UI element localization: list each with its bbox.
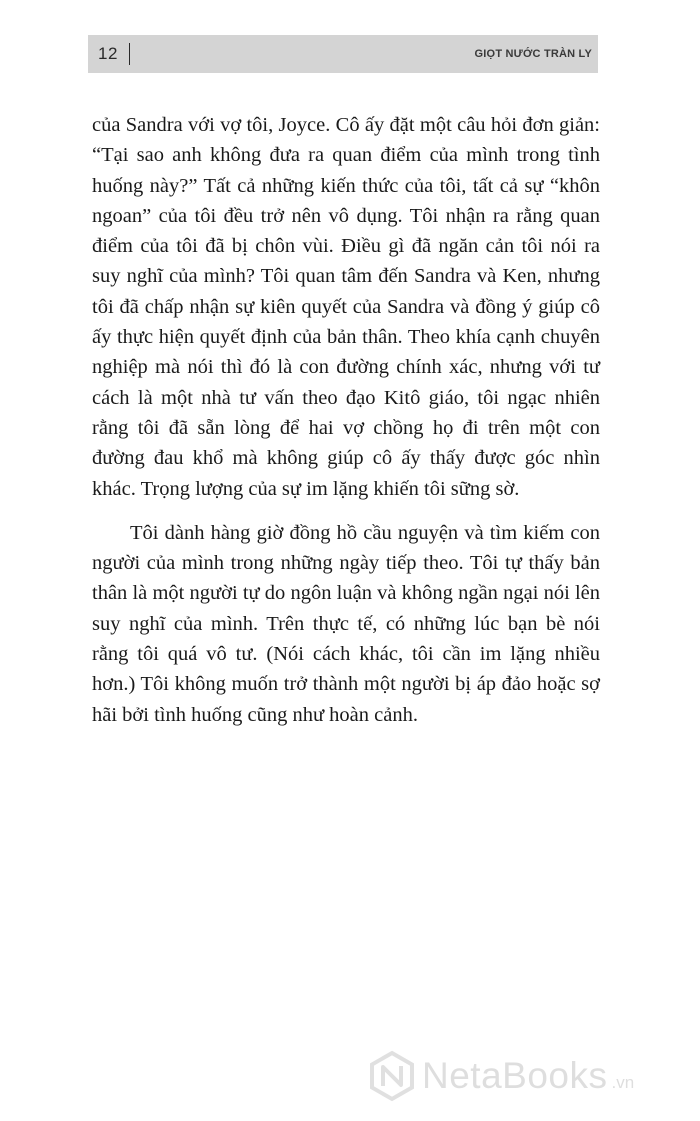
watermark <box>366 1048 634 1104</box>
running-title: GIỌT NƯỚC TRÀN LY <box>474 48 592 60</box>
paragraph: của Sandra với vợ tôi, Joyce. Cô ấy đặt một câu hỏi đơn giản: “Tại sao anh không đưa ra quan điểm của mình trong tình huống này?” Tất cả những kiến thức của tôi, tất cả sự “khôn ngoan” của tôi đều trở nên vô dụng. Tôi nhận ra rằng quan điểm của tôi đã bị chôn vùi. Điều gì đã ngăn cản tôi nói ra suy nghĩ của mình? Tôi quan tâm đến Sandra và Ken, nhưng tôi đã chấp nhận sự kiên quyết của Sandra và đồng ý giúp cô ấy thực hiện quyết định của bản thân. Theo khía cạnh chuyên nghiệp mà nói thì đó là con đường chính xác, nhưng với tư cách là một nhà tư vấn theo đạo Kitô giáo, tôi ngạc nhiên rằng tôi đã sẵn lòng để hai vợ chồng họ đi trên một con đường đau khổ mà không giúp cô ấy thấy được góc nhìn khác. Trọng lượng của sự im lặng khiến tôi sững sờ. <box>92 114 600 500</box>
watermark-suffix: .vn <box>611 1073 635 1092</box>
page-number: 12 <box>98 44 118 63</box>
paragraph: Tôi dành hàng giờ đồng hồ cầu nguyện và tìm kiếm con người của mình trong những ngày tiếp theo. Tôi tự thấy bản thân là một người tự do ngôn luận và không ngần ngại nói lên suy nghĩ của mình. Trên thực tế, có những lúc bạn bè nói rằng tôi quá vô tư. (Nói cách khác, tôi cần im lặng nhiều hơn.) Tôi không muốn trở thành một người bị áp đảo hoặc sợ hãi bởi tình huống cũng như hoàn cảnh. <box>92 521 600 726</box>
netabooks-logo-icon <box>366 1050 418 1102</box>
header-divider <box>129 43 130 65</box>
watermark-text: NetaBooks <box>422 1055 608 1096</box>
page-body <box>92 110 600 730</box>
